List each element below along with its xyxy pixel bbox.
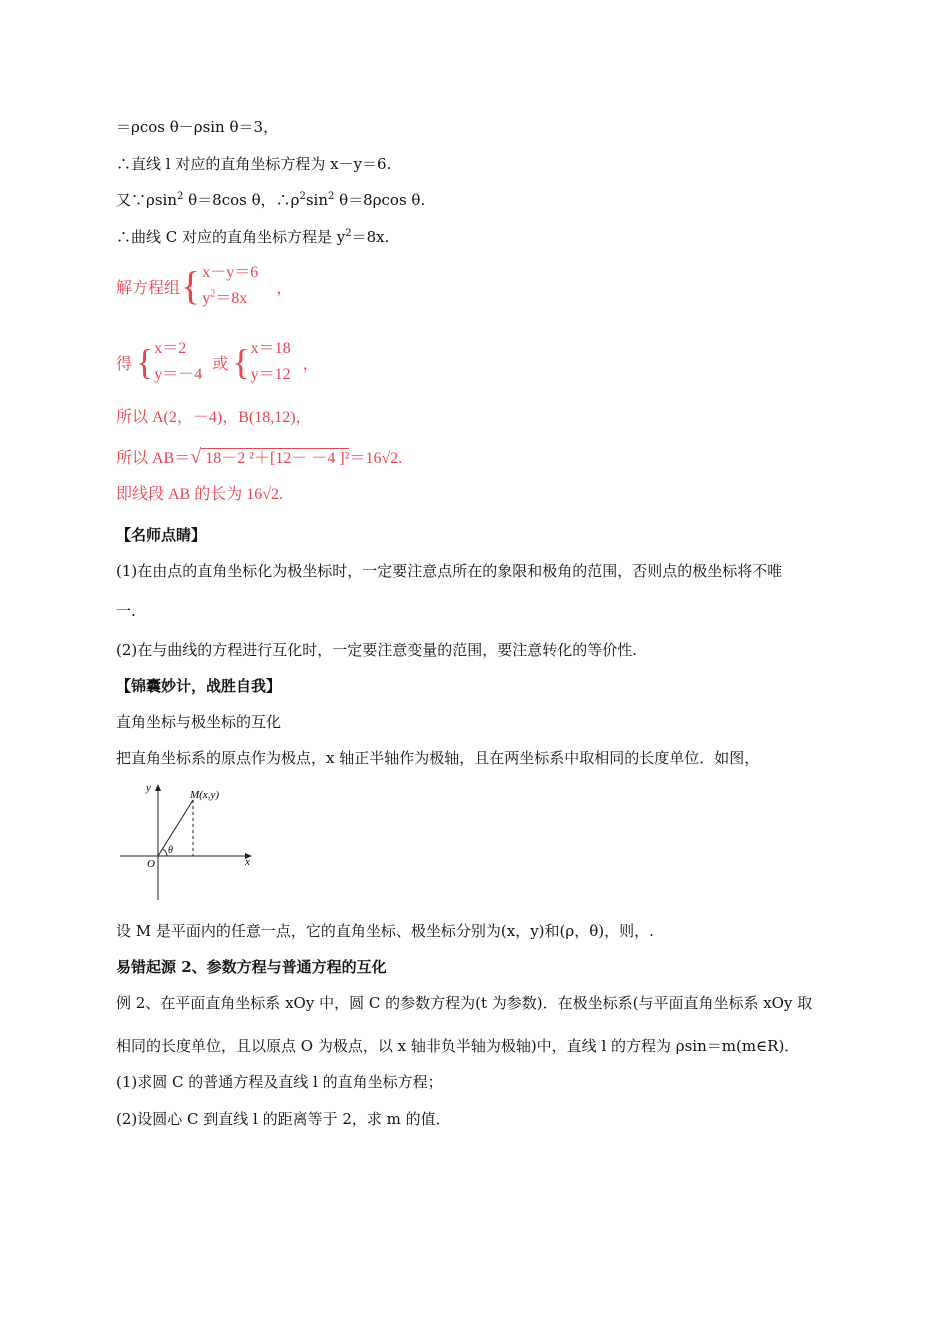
y-axis-arrow [155, 784, 161, 791]
tips-heading: 【名师点睛】 [116, 526, 207, 544]
polar-coordinate-figure [116, 778, 258, 902]
point-m-label: M(x,y) [190, 789, 220, 801]
radius-segment [158, 800, 193, 856]
points-line: 所以 A(2，－4)，B(18,12)， [116, 409, 312, 426]
ab-distance-line: 所以 AB＝√ 18－2 ²＋[12－ －4 ]²＝16√2. [116, 446, 403, 468]
x-axis-label: x [245, 856, 250, 868]
theta-label: θ [168, 845, 173, 856]
tricks-after-figure: 设 M 是平面内的任意一点，它的直角坐标、极坐标分别为(x，y)和(ρ，θ)，则，. [116, 922, 654, 940]
equation-line-1: ＝ρcos θ－ρsin θ＝3， [116, 118, 279, 136]
tricks-heading: 【锦囊妙计，战胜自我】 [116, 677, 282, 695]
origin-label: O [147, 858, 155, 870]
tricks-subtitle: 直角坐标与极坐标的互化 [116, 713, 282, 731]
y-axis-label: y [146, 782, 151, 794]
example-2-line-1: 例 2、在平面直角坐标系 xOy 中，圆 C 的参数方程为(t 为参数)．在极坐标系(与平面直角坐标系 xOy 取 [116, 994, 813, 1012]
ab-length-line: 即线段 AB 的长为 16√2. [116, 486, 284, 503]
section-2-heading: 易错起源 2、参数方程与普通方程的互化 [116, 958, 387, 976]
equation-line-2: ∴直线 l 对应的直角坐标方程为 x－y＝6. [116, 155, 392, 173]
example-2-line-2: 相同的长度单位，且以原点 O 为极点，以 x 轴非负半轴为极轴)中，直线 l 的方程为 ρsin＝m(m∈R)． [116, 1037, 800, 1055]
solution-system: 得 { x＝2 y＝－4 或 { x＝18 y＝12 ， [116, 340, 319, 383]
angle-arc [163, 849, 167, 856]
solve-system: 解方程组 { x－y＝6 $y^2=8x$ ， [116, 263, 293, 308]
tips-paragraph-2: (2)在与曲线的方程进行互化时，一定要注意变量的范围，要注意转化的等价性. [116, 641, 638, 659]
tips-paragraph-1-line-1: (1)在由点的直角坐标化为极坐标时，一定要注意点所在的象限和极角的范围，否则点的极坐标将不唯 [116, 562, 783, 580]
question-1: (1)求圆 C 的普通方程及直线 l 的直角坐标方程； [116, 1073, 443, 1091]
question-2: (2)设圆心 C 到直线 l 的距离等于 2，求 m 的值． [116, 1110, 451, 1128]
tips-paragraph-1-line-2: 一. [116, 602, 136, 620]
equation-line-4: ∴曲线 C 对应的直角坐标方程是 $y^2=8x$. [116, 228, 390, 246]
tricks-intro: 把直角坐标系的原点作为极点，x 轴正半轴作为极轴，且在两坐标系中取相同的长度单位．如图， [116, 749, 760, 767]
equation-line-3: 又∵ρsin$^2$ θ＝8cos θ，$\therefore\rho^2\sin^2$ θ＝8ρcos θ. [116, 191, 426, 209]
